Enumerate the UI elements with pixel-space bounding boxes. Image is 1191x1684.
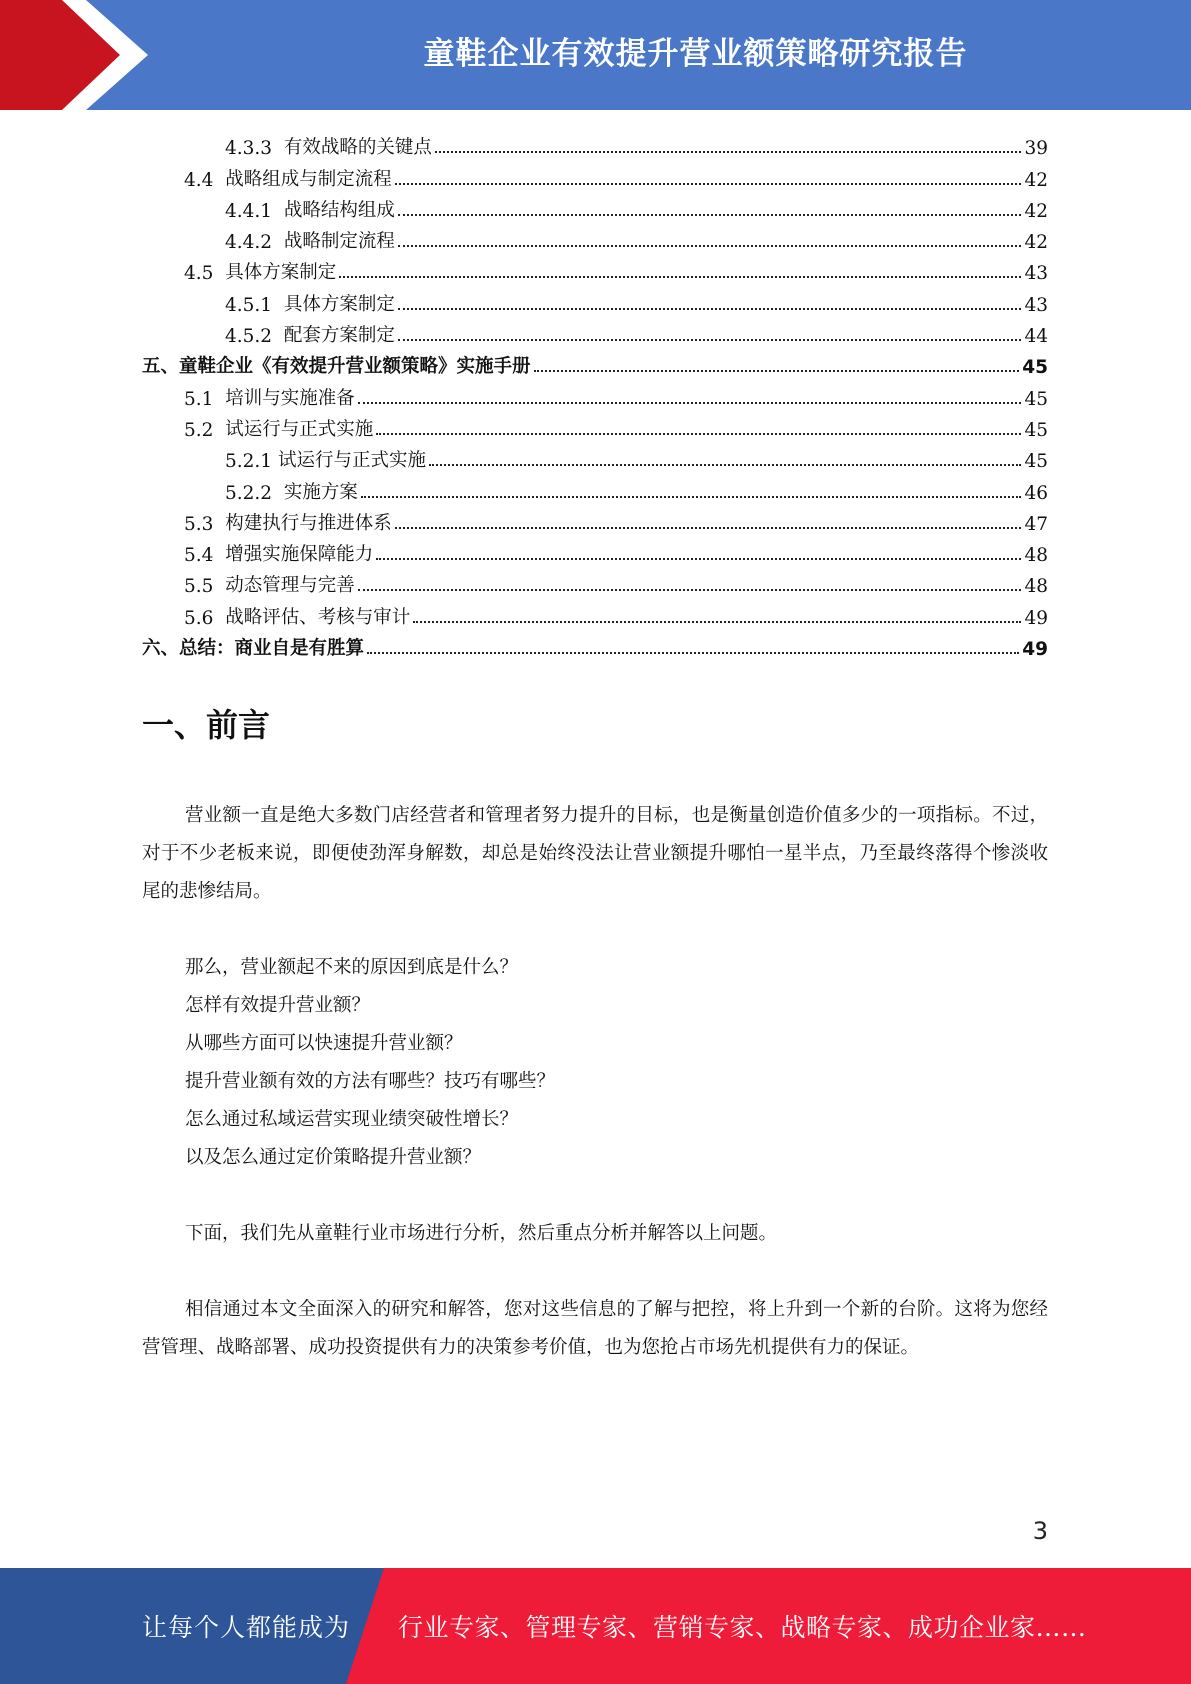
question-item: 那么，营业额起不来的原因到底是什么？ (185, 957, 519, 978)
toc-entry-title: 有效战略的关键点 (283, 137, 432, 159)
toc-entry[interactable] (142, 629, 1048, 660)
toc-entry-title: 实施方案 (283, 481, 358, 503)
toc-entry-title: 增强实施保障能力 (225, 544, 374, 566)
toc-entry-title: 构建执行与推进体系 (225, 512, 392, 534)
toc-dot-leader (534, 370, 1020, 372)
toc-entry-page: 49 (1024, 607, 1048, 629)
toc-entry-number: 4.3.3 (225, 138, 284, 160)
toc-entry-number: 4.4 (184, 169, 226, 191)
toc-entry-page: 45 (1022, 357, 1048, 379)
toc-entry-page: 45 (1024, 388, 1048, 410)
toc-entry-title: 战略结构组成 (283, 199, 395, 221)
toc-entry-number: 4.4.2 (225, 232, 284, 254)
toc-entry-title: 战略评估、考核与审计 (225, 606, 411, 628)
toc-entry-number: 5.4 (184, 545, 226, 567)
toc-dot-leader (398, 339, 1022, 341)
toc-entry[interactable] (142, 535, 1048, 566)
toc-entry-number: 5.2.2 (225, 482, 284, 504)
toc-entry[interactable] (142, 284, 1048, 315)
toc-entry-page: 39 (1024, 138, 1048, 160)
toc-dot-leader (435, 151, 1022, 153)
toc-entry[interactable] (142, 566, 1048, 597)
toc-dot-leader (339, 276, 1021, 278)
toc-entry-number: 5.6 (184, 607, 226, 629)
toc-entry-title: 试运行与正式实施 (225, 418, 374, 440)
footer-slogan-right: 行业专家、管理专家、营销专家、战略专家、成功企业家…… (398, 1613, 1087, 1642)
question-list (142, 949, 1048, 1177)
toc-entry[interactable] (142, 128, 1048, 159)
toc-entry-page: 45 (1024, 451, 1048, 473)
toc-entry-title: 具体方案制定 (225, 262, 337, 284)
toc-dot-leader (361, 496, 1022, 498)
toc-entry-page: 48 (1024, 545, 1048, 567)
table-of-contents (142, 128, 1048, 660)
section-heading: 一、前言 (142, 706, 271, 744)
question-item: 提升营业额有效的方法有哪些？技巧有哪些？ (185, 1071, 556, 1092)
toc-entry-title: 战略组成与制定流程 (225, 168, 392, 190)
toc-entry-title: 动态管理与完善 (225, 575, 355, 597)
toc-entry-number: 5.5 (184, 576, 226, 598)
toc-entry[interactable] (142, 316, 1048, 347)
toc-entry-title: 五、童鞋企业《有效提升营业额策略》实施手册 (142, 356, 531, 378)
toc-entry[interactable] (142, 347, 1048, 378)
toc-entry-page: 44 (1024, 326, 1048, 348)
toc-entry-number: 4.5.2 (225, 326, 284, 348)
toc-dot-leader (413, 621, 1021, 623)
toc-entry-number: 5.3 (184, 513, 226, 535)
toc-dot-leader (358, 402, 1022, 404)
footer-slogan-left: 让每个人都能成为 (142, 1613, 351, 1642)
conclusion-paragraph: 相信通过本文全面深入的研究和解答，您对这些信息的了解与把控，将上升到一个新的台阶。这将为您经营管理、战略部署、成功投资提供有力的决策参考价值，也为您抢占市场先机提供有力的保证。 (142, 1299, 1048, 1358)
toc-entry[interactable] (142, 222, 1048, 253)
toc-entry-number: 5.1 (184, 388, 226, 410)
toc-entry[interactable] (142, 504, 1048, 535)
toc-entry[interactable] (142, 472, 1048, 503)
toc-entry[interactable] (142, 191, 1048, 222)
toc-entry[interactable] (142, 441, 1048, 472)
toc-entry-title: 配套方案制定 (283, 325, 395, 347)
toc-entry-title: 试运行与正式实施 (277, 450, 426, 472)
toc-dot-leader (358, 589, 1022, 591)
toc-dot-leader (395, 527, 1022, 529)
toc-entry-title: 具体方案制定 (283, 293, 395, 315)
toc-entry-title: 培训与实施准备 (225, 387, 355, 409)
toc-entry-title: 六、总结：商业自是有胜算 (142, 638, 365, 660)
toc-entry-page: 43 (1024, 294, 1048, 316)
toc-entry-number: 4.4.1 (225, 200, 284, 222)
toc-entry[interactable] (142, 597, 1048, 628)
toc-entry-number: 4.5.1 (225, 294, 284, 316)
header-banner (0, 0, 1191, 110)
toc-dot-leader (429, 464, 1021, 466)
document-title: 童鞋企业有效提升营业额策略研究报告 (423, 35, 968, 72)
analysis-paragraph: 下面，我们先从童鞋行业市场进行分析，然后重点分析并解答以上问题。 (185, 1223, 778, 1244)
question-item: 怎么通过私域运营实现业绩突破性增长？ (185, 1109, 519, 1130)
question-item: 以及怎么通过定价策略提升营业额？ (185, 1147, 482, 1168)
question-item: 从哪些方面可以快速提升营业额？ (185, 1033, 463, 1054)
toc-entry[interactable] (142, 253, 1048, 284)
toc-entry-number: 5.2.1 (225, 451, 278, 473)
toc-entry-page: 45 (1024, 419, 1048, 441)
toc-dot-leader (398, 214, 1022, 216)
question-item: 怎样有效提升营业额？ (185, 995, 371, 1016)
toc-dot-leader (398, 308, 1022, 310)
toc-entry-page: 42 (1024, 169, 1048, 191)
toc-entry-page: 46 (1024, 482, 1048, 504)
page-number: 3 (1032, 1517, 1048, 1545)
footer-banner (0, 1568, 1191, 1684)
toc-entry-number: 4.5 (184, 263, 226, 285)
toc-entry[interactable] (142, 378, 1048, 409)
toc-entry[interactable] (142, 410, 1048, 441)
toc-entry-page: 48 (1024, 576, 1048, 598)
toc-entry-page: 49 (1022, 639, 1048, 661)
toc-entry-page: 43 (1024, 263, 1048, 285)
toc-dot-leader (367, 652, 1019, 654)
toc-dot-leader (398, 245, 1022, 247)
toc-entry-page: 42 (1024, 232, 1048, 254)
toc-entry-number: 5.2 (184, 419, 226, 441)
section-body (142, 797, 1048, 1367)
toc-dot-leader (376, 433, 1021, 435)
toc-entry-page: 42 (1024, 200, 1048, 222)
toc-dot-leader (395, 183, 1022, 185)
toc-dot-leader (376, 558, 1021, 560)
toc-entry[interactable] (142, 159, 1048, 190)
toc-entry-title: 战略制定流程 (283, 231, 395, 253)
intro-paragraph: 营业额一直是绝大多数门店经营者和管理者努力提升的目标，也是衡量创造价值多少的一项指标。不过，对于不少老板来说，即便使劲浑身解数，却总是始终没法让营业额提升哪怕一星半点，乃至最终落得个惨淡收尾的悲惨结局。 (142, 805, 1048, 902)
toc-entry-page: 47 (1024, 513, 1048, 535)
